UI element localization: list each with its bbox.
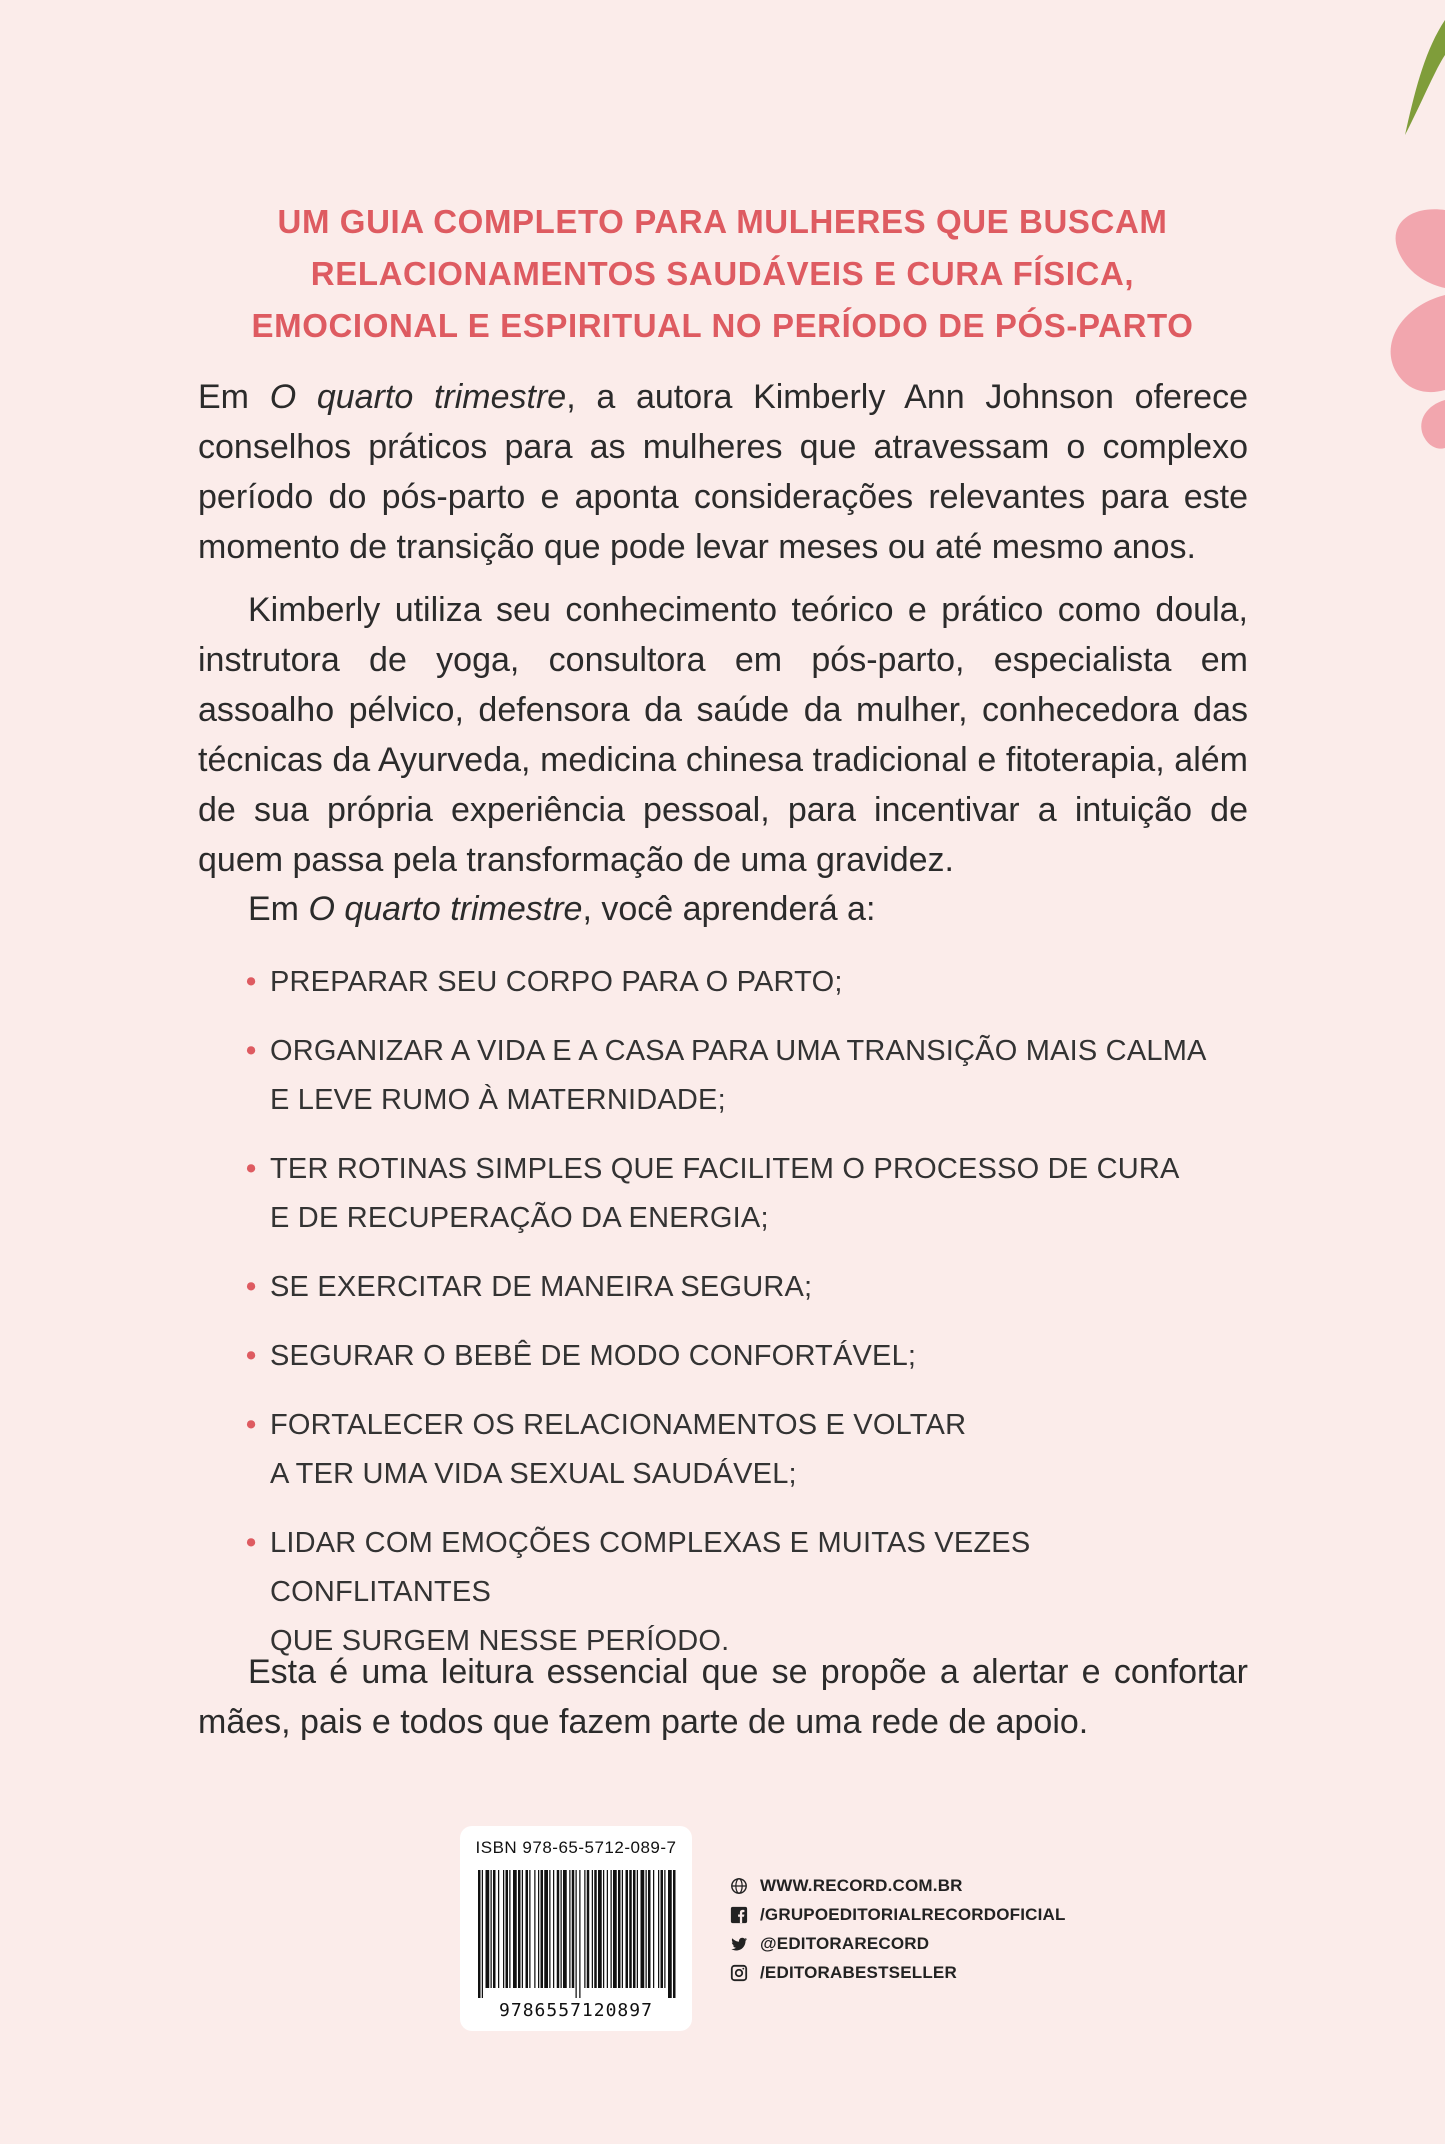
barcode-bar bbox=[658, 1870, 659, 1988]
barcode-bar bbox=[664, 1870, 665, 1988]
list-item-line: LIDAR COM EMOÇÕES COMPLEXAS E MUITAS VEZES CONFLITANTES bbox=[270, 1527, 1031, 1608]
list-item-line: FORTALECER OS RELACIONAMENTOS E VOLTAR bbox=[270, 1409, 967, 1441]
facebook-icon bbox=[730, 1906, 748, 1924]
barcode-bar bbox=[641, 1870, 645, 1988]
barcode-bar bbox=[594, 1870, 597, 1988]
barcode-number: 9786557120897 bbox=[499, 2000, 653, 2021]
publisher-links bbox=[730, 1872, 1066, 1988]
bullet-marker: • bbox=[246, 1271, 257, 1303]
barcode-bar bbox=[661, 1870, 664, 1988]
list-item-line: PREPARAR SEU CORPO PARA O PARTO; bbox=[270, 966, 843, 998]
barcode-bar bbox=[653, 1870, 654, 1988]
barcode-bar bbox=[498, 1870, 499, 1988]
barcode-bar bbox=[572, 1870, 575, 1988]
list-item bbox=[246, 1401, 1246, 1499]
barcode-bar bbox=[482, 1870, 483, 1998]
author-paragraph: Kimberly utiliza seu conhecimento teórico e prático como doula, instrutora de yoga, consultora em pós-parto, especialista em assoalho pélvico, defensora da saúde da mulher, conhecedora das técnicas da Ayurveda, medicina chinesa tradicional e fitoterapia, além de sua própria experiência pessoal, para incentivar a intuição de quem passa pela transformação de uma gravidez. bbox=[198, 591, 1248, 879]
list-item bbox=[246, 1027, 1246, 1125]
flower-petal-decoration bbox=[1355, 200, 1445, 450]
barcode-bar bbox=[493, 1870, 496, 1988]
barcode-bar bbox=[513, 1870, 517, 1988]
bullet-marker: • bbox=[246, 1409, 257, 1441]
barcode-bar bbox=[592, 1870, 593, 1988]
barcode-bar bbox=[587, 1870, 590, 1988]
list-item bbox=[246, 1332, 1246, 1381]
barcode-bar bbox=[579, 1870, 580, 1998]
barcode-bar bbox=[613, 1870, 617, 1988]
link-text[interactable]: /GRUPOEDITORIALRECORDOFICIAL bbox=[760, 1905, 1066, 1924]
list-item bbox=[246, 1519, 1246, 1666]
barcode-bar bbox=[561, 1870, 562, 1988]
barcode-icon bbox=[476, 1870, 676, 1998]
barcode-box bbox=[460, 1826, 692, 2031]
twitter-icon bbox=[730, 1935, 748, 1953]
book-title: O quarto trimestre bbox=[308, 890, 583, 928]
learn-lead: Em bbox=[248, 890, 309, 928]
learn-rest: , você aprenderá a: bbox=[582, 890, 876, 928]
globe-icon bbox=[730, 1877, 748, 1895]
barcode-bar bbox=[518, 1870, 521, 1988]
barcode-bar bbox=[584, 1870, 585, 1988]
leaf-decoration bbox=[1385, 0, 1445, 140]
barcode-bar bbox=[529, 1870, 530, 1988]
instagram-icon bbox=[730, 1964, 748, 1982]
headline-line-2: RELACIONAMENTOS SAUDÁVEIS E CURA FÍSICA, bbox=[310, 255, 1135, 292]
barcode-bar bbox=[629, 1870, 632, 1988]
bullet-marker: • bbox=[246, 1153, 257, 1185]
list-item-line: SE EXERCITAR DE MANEIRA SEGURA; bbox=[270, 1271, 813, 1303]
link-website[interactable] bbox=[730, 1872, 1066, 1900]
list-item-line: ORGANIZAR A VIDA E A CASA PARA UMA TRANSIÇÃO MAIS CALMA bbox=[270, 1035, 1207, 1067]
headline-line-3: EMOCIONAL E ESPIRITUAL NO PERÍODO DE PÓS-PARTO bbox=[251, 307, 1194, 344]
link-twitter[interactable] bbox=[730, 1930, 1066, 1958]
intro-paragraph bbox=[198, 372, 1248, 572]
learn-intro bbox=[248, 884, 1248, 934]
isbn-label: ISBN 978-65-5712-089-7 bbox=[475, 1838, 677, 1857]
barcode-bar bbox=[637, 1870, 638, 1988]
barcode-bar bbox=[503, 1870, 504, 1988]
barcode-bar bbox=[576, 1870, 577, 1998]
barcode-bar bbox=[607, 1870, 608, 1988]
barcode-bar bbox=[563, 1870, 567, 1988]
barcode-bar bbox=[633, 1870, 636, 1988]
barcode-bar bbox=[668, 1870, 672, 1998]
barcode-bar bbox=[522, 1870, 523, 1988]
barcode-bar bbox=[544, 1870, 548, 1988]
barcode-bar bbox=[646, 1870, 647, 1988]
learning-list bbox=[246, 958, 1246, 1686]
intro-rest: , a autora Kimberly Ann Johnson oferece conselhos práticos para as mulheres que atravessam o complexo período do pós-parto e aponta considerações relevantes para este momento de transição que pode levar meses ou até mesmo anos. bbox=[198, 378, 1248, 566]
headline-line-1: UM GUIA COMPLETO PARA MULHERES QUE BUSCAM bbox=[277, 203, 1168, 240]
intro-lead: Em bbox=[198, 378, 270, 416]
bullet-marker: • bbox=[246, 966, 257, 998]
barcode-bar bbox=[622, 1870, 623, 1988]
barcode-bar bbox=[534, 1870, 535, 1988]
book-title: O quarto trimestre bbox=[269, 378, 567, 416]
list-item-line: E LEVE RUMO À MATERNIDADE; bbox=[270, 1084, 726, 1116]
headline bbox=[160, 196, 1285, 352]
list-item-line: QUE SURGEM NESSE PERÍODO. bbox=[270, 1625, 730, 1657]
barcode-bar bbox=[478, 1870, 481, 1998]
barcode-bar bbox=[648, 1870, 651, 1988]
barcode-bar bbox=[486, 1870, 490, 1988]
list-item-line: A TER UMA VIDA SEXUAL SAUDÁVEL; bbox=[270, 1458, 797, 1490]
barcode-bar bbox=[553, 1870, 554, 1988]
list-item-line: SEGURAR O BEBÊ DE MODO CONFORTÁVEL; bbox=[270, 1340, 917, 1372]
link-text[interactable]: @EDITORARECORD bbox=[760, 1934, 930, 1953]
link-instagram[interactable] bbox=[730, 1959, 1066, 1987]
barcode-bar bbox=[618, 1870, 621, 1988]
closing-paragraph: Esta é uma leitura essencial que se propõe a alertar e confortar mães, pais e todos que fazem parte de uma rede de apoio. bbox=[198, 1653, 1248, 1741]
list-item-line: E DE RECUPERAÇÃO DA ENERGIA; bbox=[270, 1202, 769, 1234]
bullet-marker: • bbox=[246, 1527, 257, 1559]
list-item-line: TER ROTINAS SIMPLES QUE FACILITEM O PROCESSO DE CURA bbox=[270, 1153, 1180, 1185]
barcode-bar bbox=[569, 1870, 570, 1988]
barcode-bar bbox=[626, 1870, 629, 1988]
list-item bbox=[246, 1263, 1246, 1312]
barcode-bar bbox=[538, 1870, 539, 1988]
barcode-bar bbox=[526, 1870, 529, 1988]
link-text[interactable]: /EDITORABESTSELLER bbox=[760, 1963, 957, 1982]
list-item bbox=[246, 1145, 1246, 1243]
barcode-bar bbox=[557, 1870, 560, 1988]
list-item bbox=[246, 958, 1246, 1007]
bullet-marker: • bbox=[246, 1035, 257, 1067]
barcode-bar bbox=[598, 1870, 602, 1988]
barcode-bar bbox=[541, 1870, 544, 1988]
link-facebook[interactable] bbox=[730, 1901, 1066, 1929]
link-text[interactable]: WWW.RECORD.COM.BR bbox=[760, 1876, 963, 1895]
barcode-bar bbox=[506, 1870, 509, 1988]
barcode-bar bbox=[491, 1870, 492, 1988]
barcode-bar bbox=[603, 1870, 604, 1988]
barcode-bar bbox=[611, 1870, 612, 1988]
barcode-bar bbox=[509, 1870, 510, 1988]
bullet-marker: • bbox=[246, 1340, 257, 1372]
barcode-bar bbox=[549, 1870, 550, 1988]
barcode-bar bbox=[673, 1870, 676, 1998]
